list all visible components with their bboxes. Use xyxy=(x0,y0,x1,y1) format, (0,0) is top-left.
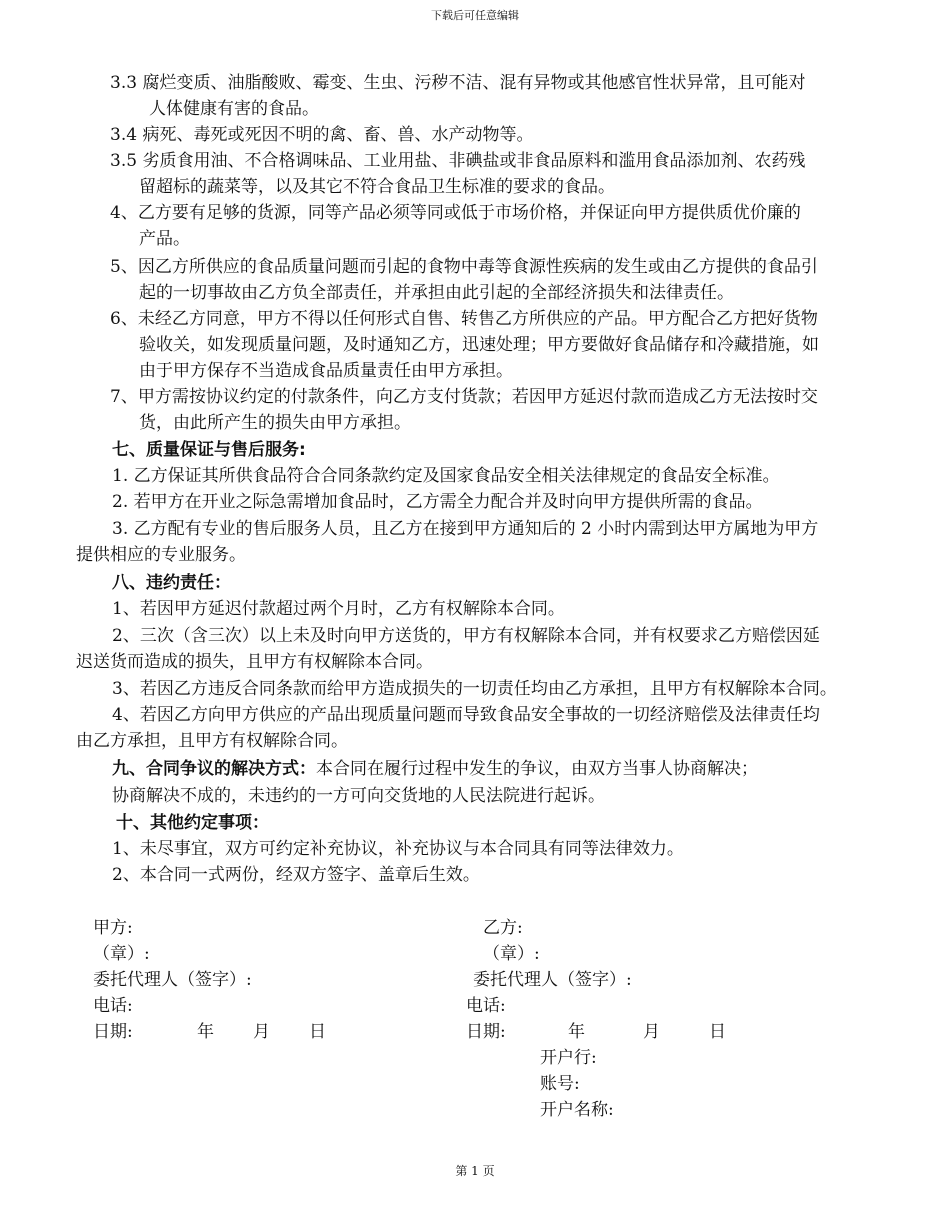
party-a-label: 甲方: xyxy=(93,918,133,938)
party-b-account-name: 开户名称: xyxy=(540,1100,614,1120)
section-8-para-3: 3、若因乙方违反合同条款而给甲方造成损失的一切责任均由乙方承担，且甲方有权解除本合同。 xyxy=(112,679,837,699)
section-7-para-1: 1. 乙方保证其所供食品符合合同条款约定及国家食品安全相关法律规定的食品安全标准。 xyxy=(112,466,780,486)
party-a-year: 年 xyxy=(197,1022,214,1042)
section-7-para-3-line2: 提供相应的专业服务。 xyxy=(76,545,246,565)
party-a-phone: 电话: xyxy=(93,996,133,1016)
section-8-para-4-line2: 由乙方承担，且甲方有权解除合同。 xyxy=(76,731,348,751)
party-b-bank: 开户行: xyxy=(540,1048,597,1068)
item-3-3-line2: 人体健康有害的食品。 xyxy=(149,99,319,119)
section-10-heading: 十、其他约定事项： xyxy=(116,813,269,833)
section-8-para-2-line2: 迟送货而造成的损失，且甲方有权解除本合同。 xyxy=(76,652,433,672)
item-4-line2: 产品。 xyxy=(139,229,190,249)
party-b-agent: 委托代理人（签字）: xyxy=(473,970,632,990)
section-9-text: 本合同在履行过程中发生的争议，由双方当事人协商解决； xyxy=(316,759,758,779)
party-b-year: 年 xyxy=(568,1022,585,1042)
section-10-para-2: 2、本合同一式两份，经双方签字、盖章后生效。 xyxy=(112,865,480,885)
item-7-line2: 货，由此所产生的损失由甲方承担。 xyxy=(139,413,411,433)
party-b-account: 账号: xyxy=(540,1074,580,1094)
item-3-5-line1: 3.5 劣质食用油、不合格调味品、工业用盐、非碘盐或非食品原料和滥用食品添加剂、农药残 xyxy=(110,151,806,171)
item-5-line2: 起的一切事故由乙方负全部责任，并承担由此引起的全部经济损失和法律责任。 xyxy=(139,283,734,303)
section-10-para-1: 1、未尽事宜，双方可约定补充协议，补充协议与本合同具有同等法律效力。 xyxy=(112,839,684,859)
party-b-phone: 电话: xyxy=(466,996,506,1016)
party-b-seal: （章）: xyxy=(483,944,540,964)
party-b-date: 日期: xyxy=(466,1022,506,1042)
section-8-para-2-line1: 2、三次（含三次）以上未及时向甲方送货的，甲方有权解除本合同，并有权要求乙方赔偿因延 xyxy=(112,626,820,646)
section-9-line2: 协商解决不成的，未违约的一方可向交货地的人民法院进行起诉。 xyxy=(112,786,605,806)
page-header: 下载后可任意编辑 xyxy=(431,9,519,22)
item-6-line2: 验收关，如发现质量问题，及时通知乙方，迅速处理；甲方要做好食品储存和冷藏措施，如 xyxy=(139,335,819,355)
page-footer: 第 1 页 xyxy=(455,1164,495,1178)
party-b-label: 乙方: xyxy=(483,918,523,938)
section-8-para-4-line1: 4、若因乙方向甲方供应的产品出现质量问题而导致食品安全事故的一切经济赔偿及法律责任均 xyxy=(112,705,820,725)
item-3-3-line1: 3.3 腐烂变质、油脂酸败、霉变、生虫、污秽不洁、混有异物或其他感官性状异常，且可能对 xyxy=(110,73,806,93)
item-4-line1: 4、乙方要有足够的货源，同等产品必须等同或低于市场价格，并保证向甲方提供质优价廉的 xyxy=(110,203,801,223)
section-8-para-1: 1、若因甲方延迟付款超过两个月时，乙方有权解除本合同。 xyxy=(112,599,565,619)
item-5-line1: 5、因乙方所供应的食品质量问题而引起的食物中毒等食源性疾病的发生或由乙方提供的食品引 xyxy=(110,257,818,277)
item-6-line1: 6、未经乙方同意，甲方不得以任何形式自售、转售乙方所供应的产品。甲方配合乙方把好货物 xyxy=(110,309,818,329)
section-7-para-3-line1: 3. 乙方配有专业的售后服务人员，且乙方在接到甲方通知后的 2 小时内需到达甲方属地为甲方 xyxy=(112,519,819,539)
section-7-heading: 七、质量保证与售后服务: xyxy=(112,440,306,460)
party-a-month: 月 xyxy=(253,1022,270,1042)
party-b-day: 日 xyxy=(709,1022,726,1042)
item-6-line3: 由于甲方保存不当造成食品质量责任由甲方承担。 xyxy=(139,361,513,381)
item-3-5-line2: 留超标的蔬菜等，以及其它不符合食品卫生标准的要求的食品。 xyxy=(139,177,615,197)
party-a-agent: 委托代理人（签字）: xyxy=(93,970,252,990)
section-8-heading: 八、违约责任： xyxy=(112,573,231,593)
section-7-para-2: 2. 若甲方在开业之际急需增加食品时，乙方需全力配合并及时向甲方提供所需的食品。 xyxy=(112,492,763,512)
party-a-day: 日 xyxy=(309,1022,326,1042)
section-9-line1 xyxy=(112,756,758,782)
item-3-4: 3.4 病死、毒死或死因不明的禽、畜、兽、水产动物等。 xyxy=(110,125,534,145)
party-a-seal: （章）: xyxy=(93,944,150,964)
item-7-line1: 7、甲方需按协议约定的付款条件，向乙方支付货款；若因甲方延迟付款而造成乙方无法按时交 xyxy=(110,387,818,407)
party-b-month: 月 xyxy=(643,1022,660,1042)
section-9-heading: 九、合同争议的解决方式： xyxy=(112,759,316,779)
party-a-date: 日期: xyxy=(93,1022,133,1042)
